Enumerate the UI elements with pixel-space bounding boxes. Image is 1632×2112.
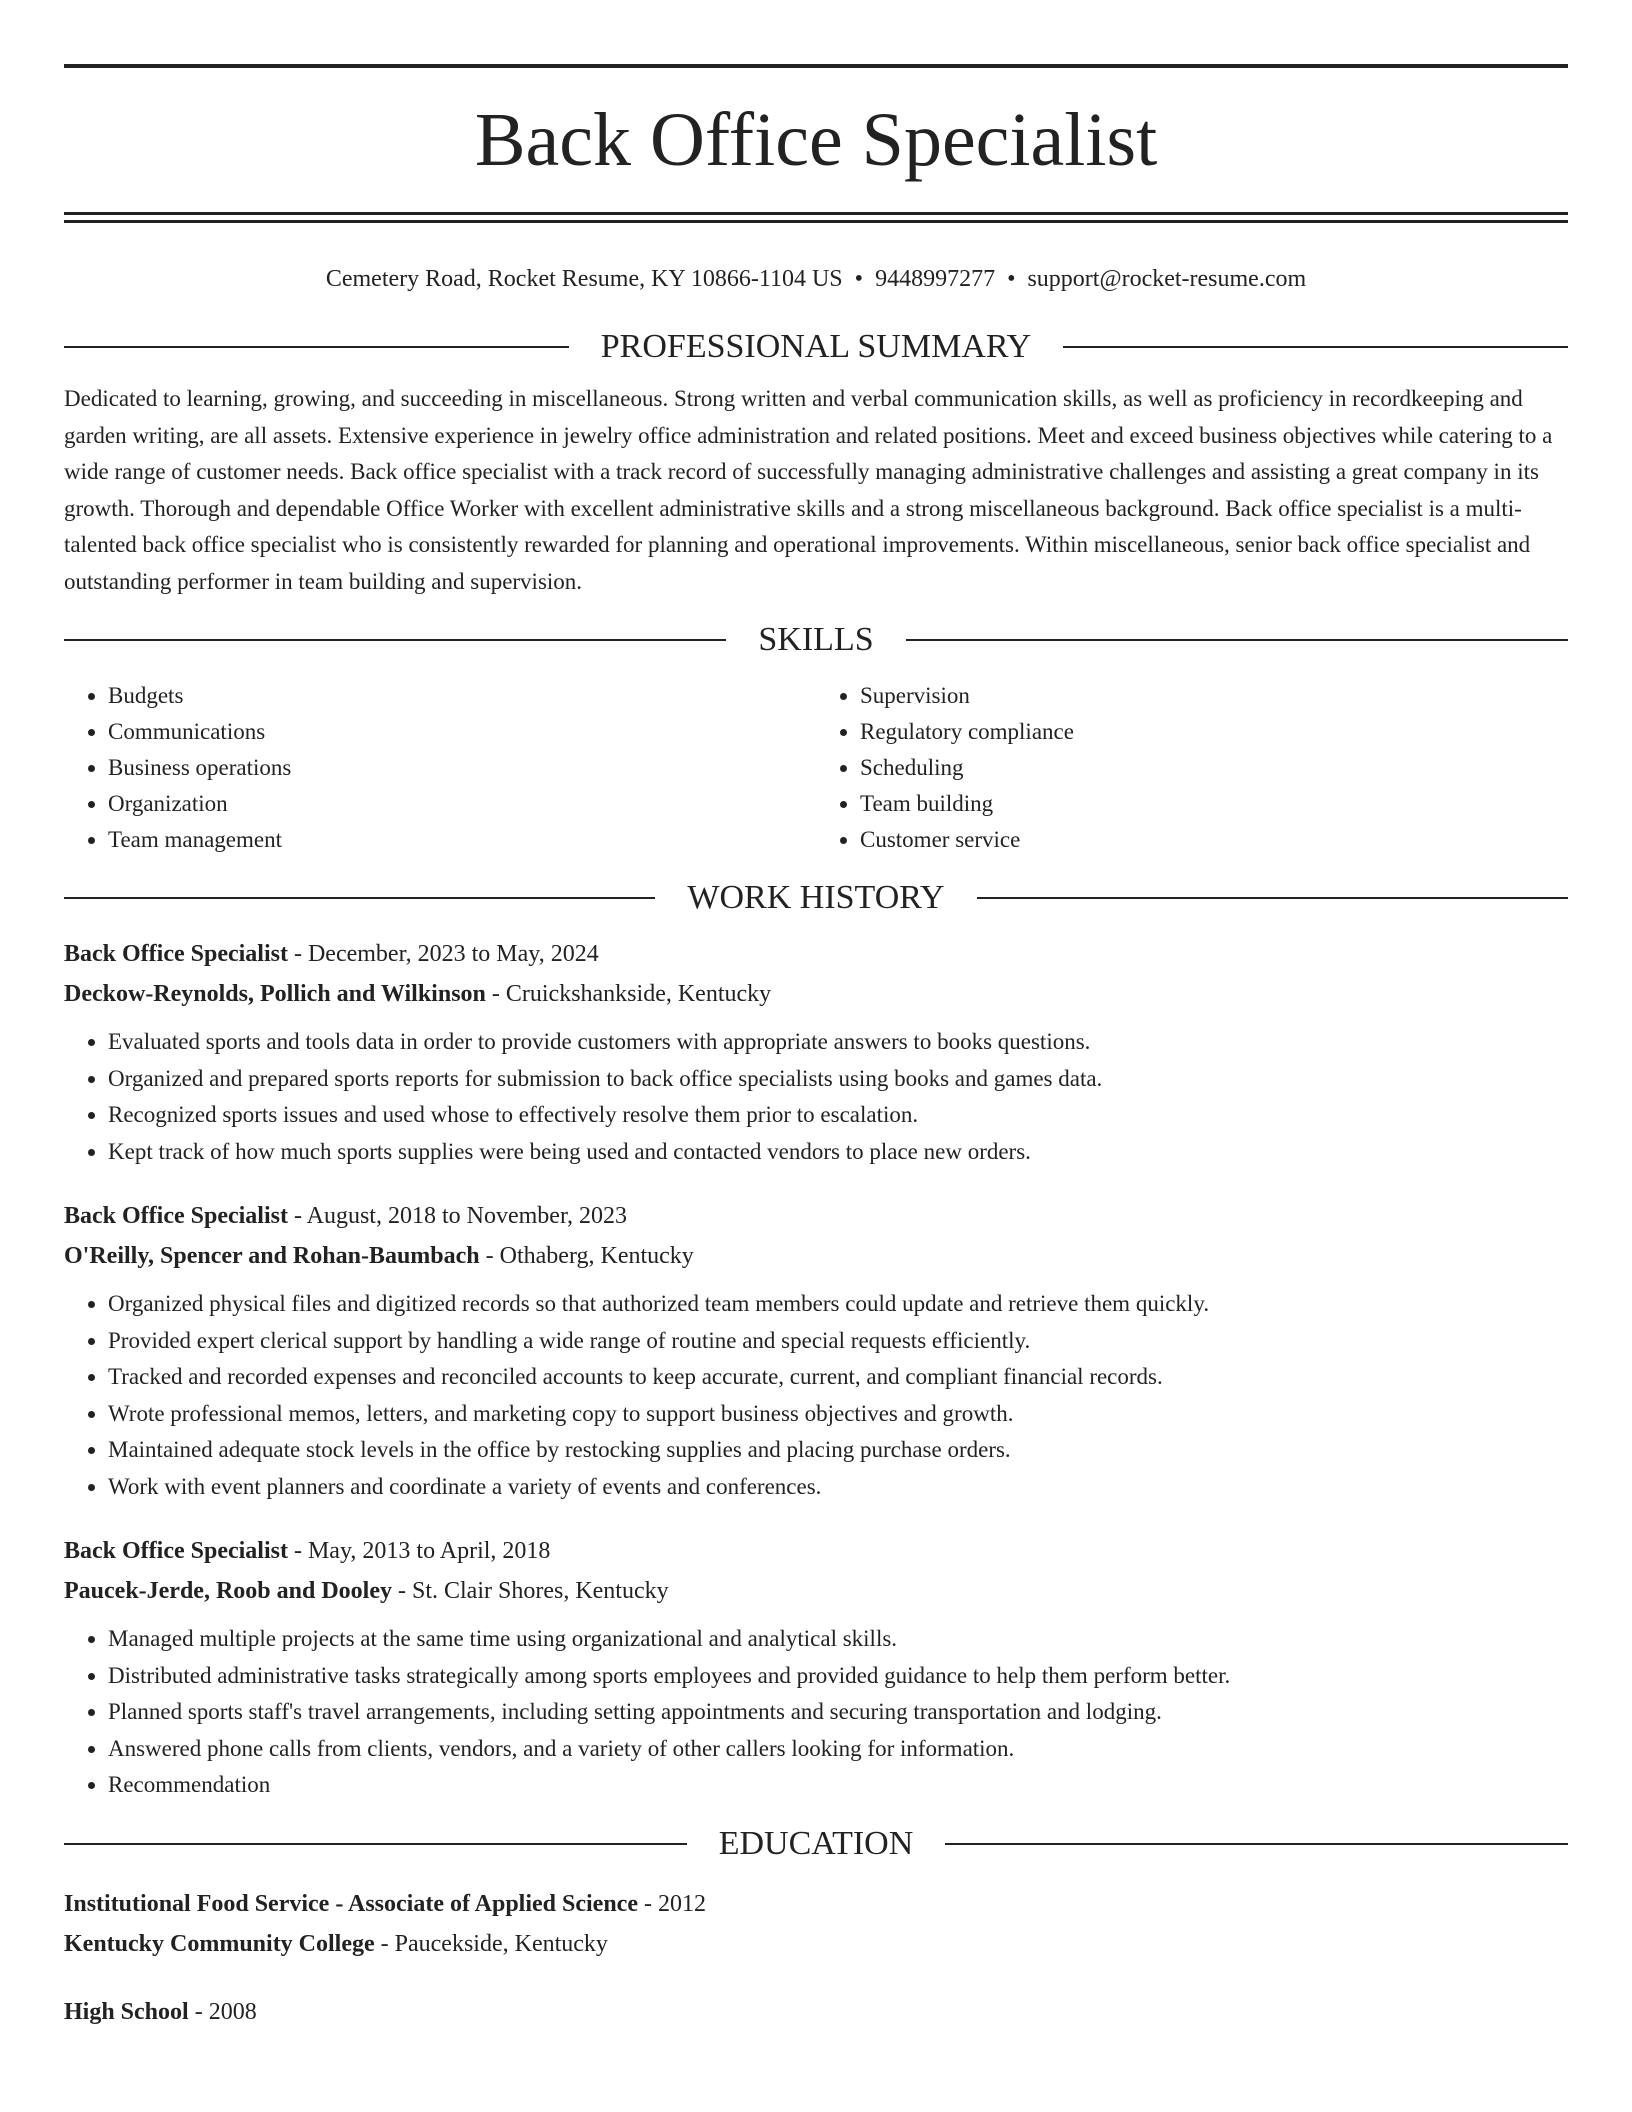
- heading-line: [64, 639, 726, 641]
- education-heading-label: EDUCATION: [718, 1824, 914, 1862]
- skills-heading: [64, 614, 1568, 666]
- job-entry: [64, 1196, 1568, 1505]
- job-title: Back Office Specialist: [64, 1203, 288, 1229]
- heading-line: [906, 639, 1568, 641]
- job-company: Deckow-Reynolds, Pollich and Wilkinson: [64, 981, 486, 1007]
- heading-line: [977, 897, 1568, 899]
- job-bullet: • Provided expert clerical support by handling a wide range of routine and special requests efficiently.: [108, 1323, 1568, 1360]
- contact-line: [64, 259, 1568, 299]
- education-degree: Institutional Food Service - Associate of Applied Science: [64, 1890, 638, 1917]
- education-heading: [64, 1818, 1568, 1870]
- job-company: Paucek-Jerde, Roob and Dooley: [64, 1578, 392, 1604]
- skill-item: • Budgets: [108, 678, 816, 714]
- job-company-line: [64, 974, 1568, 1014]
- job-title: Back Office Specialist: [64, 1538, 288, 1564]
- job-bullets: [64, 1286, 1568, 1505]
- job-title: Back Office Specialist: [64, 941, 288, 967]
- skill-item: • Supervision: [860, 678, 1568, 714]
- job-company: O'Reilly, Spencer and Rohan-Baumbach: [64, 1243, 480, 1269]
- job-dates: - May, 2013 to April, 2018: [287, 1538, 551, 1564]
- job-title-line: [64, 1196, 1568, 1236]
- job-location: - Othaberg, Kentucky: [479, 1243, 694, 1269]
- job-bullets: [64, 1621, 1568, 1804]
- job-bullet: • Work with event planners and coordinate a variety of events and conferences.: [108, 1469, 1568, 1506]
- skill-item: • Communications: [108, 714, 816, 750]
- skills-column-left: [64, 678, 816, 858]
- title-double-rule: [64, 212, 1568, 223]
- job-entry: [64, 1531, 1568, 1804]
- heading-line: [64, 897, 655, 899]
- skill-item: • Business operations: [108, 750, 816, 786]
- job-dates: - December, 2023 to May, 2024: [287, 941, 599, 967]
- skills-column-right: [816, 678, 1568, 858]
- resume-title: Back Office Specialist: [474, 98, 1158, 182]
- contact-address: Cemetery Road, Rocket Resume, KY 10866-1104 US: [325, 266, 843, 292]
- education-year: - 2012: [637, 1890, 706, 1917]
- job-bullet: • Organized physical files and digitized records so that authorized team members could update and retrieve them quickly.: [108, 1286, 1568, 1323]
- summary-text: Dedicated to learning, growing, and succeeding in miscellaneous. Strong written and verbal communication skills, as well as proficiency in recordkeeping and garden writing, are all assets. Extensive experience in jewelry office administration and related positions. Meet and exceed business objectives while catering to a wide range of customer needs. Back office specialist with a track record of successfully managing administrative challenges and assisting a great company in its growth. Thorough and dependable Office Worker with excellent administrative skills and a strong miscellaneous background. Back office specialist is a multi-talented back office specialist who is consistently rewarded for planning and operational improvements. Within miscellaneous, senior back office specialist and outstanding performer in team building and supervision.: [64, 386, 1553, 594]
- skill-item: • Team management: [108, 822, 816, 858]
- education-location: - Paucekside, Kentucky: [374, 1930, 608, 1957]
- job-location: - Cruickshankside, Kentucky: [485, 981, 772, 1007]
- skill-item: • Team building: [860, 786, 1568, 822]
- heading-line: [1063, 346, 1568, 348]
- contact-separator: •: [1007, 266, 1016, 292]
- job-company-line: [64, 1236, 1568, 1276]
- job-bullet: • Recommendation: [108, 1767, 1568, 1804]
- job-bullet: • Maintained adequate stock levels in the office by restocking supplies and placing purchase orders.: [108, 1432, 1568, 1469]
- job-bullet: • Distributed administrative tasks strategically among sports employees and provided guidance to help them perform better.: [108, 1658, 1568, 1695]
- education-entry: [64, 1884, 1568, 1964]
- education-entry: [64, 1992, 1568, 2032]
- summary-heading-label: PROFESSIONAL SUMMARY: [600, 328, 1032, 365]
- resume-page: [64, 64, 1568, 2032]
- job-bullet: • Wrote professional memos, letters, and marketing copy to support business objectives and growth.: [108, 1396, 1568, 1433]
- job-bullet: • Answered phone calls from clients, vendors, and a variety of other callers looking for information.: [108, 1731, 1568, 1768]
- skills-heading-label: SKILLS: [758, 621, 874, 658]
- job-bullet: • Evaluated sports and tools data in order to provide customers with appropriate answers to books questions.: [108, 1024, 1568, 1061]
- heading-line: [64, 346, 569, 348]
- skill-item: • Regulatory compliance: [860, 714, 1568, 750]
- job-bullet: • Kept track of how much sports supplies were being used and contacted vendors to place new orders.: [108, 1134, 1568, 1171]
- job-bullet: • Organized and prepared sports reports for submission to back office specialists using books and games data.: [108, 1061, 1568, 1098]
- education-school-line: [64, 1924, 1568, 1964]
- job-bullet: • Tracked and recorded expenses and reconciled accounts to keep accurate, current, and compliant financial records.: [108, 1359, 1568, 1396]
- job-location: - St. Clair Shores, Kentucky: [391, 1578, 669, 1604]
- job-title-line: [64, 934, 1568, 974]
- job-bullet: • Managed multiple projects at the same time using organizational and analytical skills.: [108, 1621, 1568, 1658]
- education-degree: High School: [64, 1998, 189, 2025]
- contact-separator: •: [854, 266, 864, 292]
- contact-phone: 9448997277: [875, 266, 996, 292]
- job-bullets: [64, 1024, 1568, 1170]
- skill-item: • Scheduling: [860, 750, 1568, 786]
- job-bullet: • Recognized sports issues and used whose to effectively resolve them prior to escalation.: [108, 1097, 1568, 1134]
- contact-email: support@rocket-resume.com: [1027, 266, 1307, 292]
- education-school: Kentucky Community College: [64, 1930, 375, 1957]
- skill-item: • Customer service: [860, 822, 1568, 858]
- job-title-line: [64, 1531, 1568, 1571]
- job-entry: [64, 934, 1568, 1170]
- education-degree-line: [64, 1884, 1568, 1924]
- skills-list: [64, 678, 1568, 858]
- job-company-line: [64, 1571, 1568, 1611]
- skill-item: • Organization: [108, 786, 816, 822]
- education-year: - 2008: [188, 1998, 257, 2025]
- work-history-heading-label: WORK HISTORY: [687, 879, 945, 916]
- heading-line: [945, 1843, 1568, 1845]
- job-bullet: • Planned sports staff's travel arrangements, including setting appointments and securing transportation and lodging.: [108, 1694, 1568, 1731]
- job-dates: - August, 2018 to November, 2023: [287, 1203, 627, 1229]
- education-degree-line: [64, 1992, 1568, 2032]
- heading-line: [64, 1843, 687, 1845]
- summary-heading: [64, 321, 1568, 373]
- work-history-heading: [64, 872, 1568, 924]
